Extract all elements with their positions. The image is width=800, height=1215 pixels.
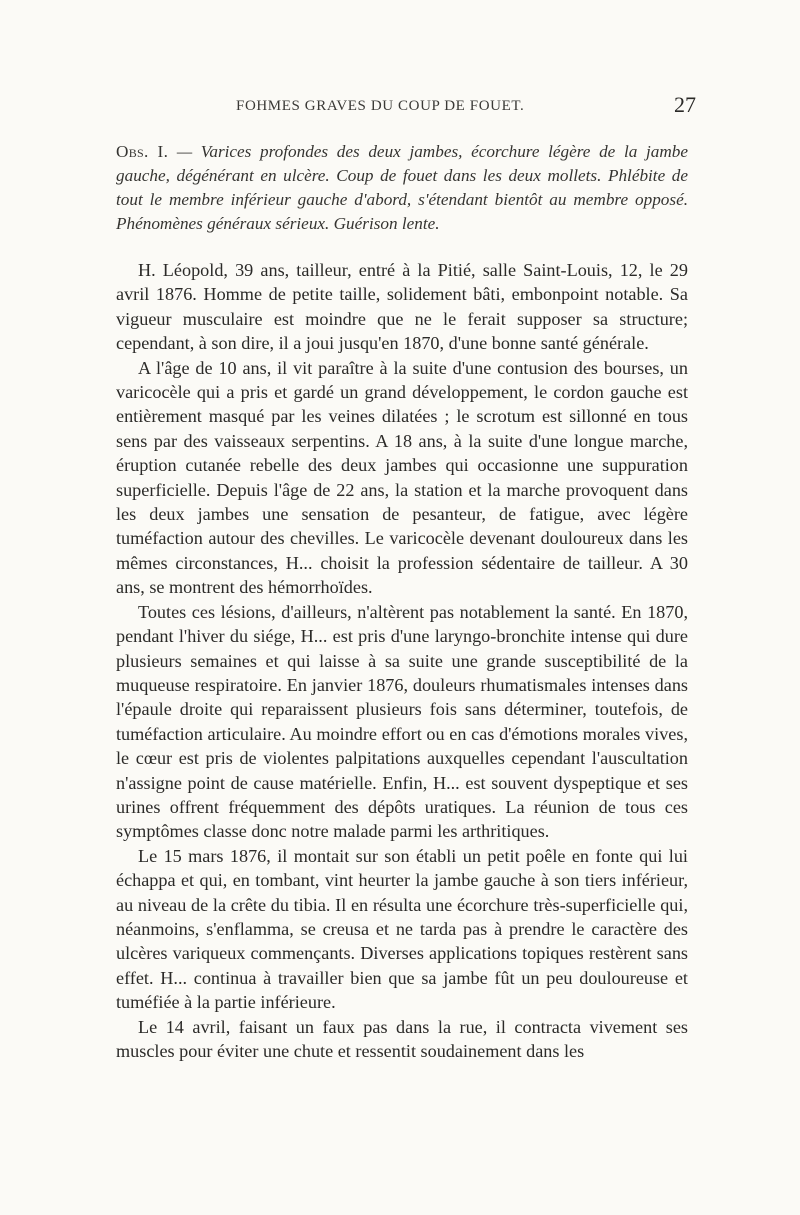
running-head xyxy=(116,92,696,126)
paragraph-history: A l'âge de 10 ans, il vit paraître à la suite d'une contusion des bourses, un varicocèle qui a pris et gardé un grand développement, le cordon gauche est entièrement masqué par les veines dilatées ; le scrotum est sillonné en tous sens par des vaisseaux serpentins. A 18 ans, à la suite d'une longue marche, éruption cutanée rebelle des deux jambes qui occasionne une suppuration superficielle. Depuis l'âge de 22 ans, la station et la marche provoquent dans les deux jambes une sensation de pesanteur, de fatigue, avec légère tuméfaction autour des chevilles. Le varicocèle devenant douloureux dans les mêmes circonstances, H... choisit la profession sédentaire de tailleur. A 30 ans, se montrent des hémorrhoïdes. xyxy=(116,357,688,598)
paragraph-lesions: Toutes ces lésions, d'ailleurs, n'altèrent pas notablement la santé. En 1870, pendant l'hiver du siége, H... est pris d'une laryngo-bronchite intense qui dure plusieurs semaines et qui laisse à sa suite une grande susceptibilité de la muqueuse respiratoire. En janvier 1876, douleurs rhumatismales intenses dans l'épaule droite qui reparaissent plusieurs fois sans déterminer, toutefois, de tuméfaction articulaire. Au moindre effort ou en cas d'émotions morales vives, le cœur est pris de violentes palpitations auxquelles cependant l'auscultation n'assigne point de cause matérielle. Enfin, H... est souvent dyspeptique et ses urines offrent fréquemment des dépôts uratiques. La réunion de tous ces symptômes classe donc notre malade parmi les arthritiques. xyxy=(116,601,688,842)
page-number: 27 xyxy=(674,92,696,117)
paragraph-patient-intro: H. Léopold, 39 ans, tailleur, entré à la Pitié, salle Saint-Louis, 12, le 29 avril 1876. Homme de petite taille, solidement bâti, embonpoint notable. Sa vigueur musculaire est moindre que ne le ferait supposer sa structure; cependant, à son dire, il a joui jusqu'en 1870, d'une bonne santé générale. xyxy=(116,260,688,354)
paragraph-april-14: Le 14 avril, faisant un faux pas dans la rue, il contracta vivement ses muscles pour éviter une chute et ressentit soudainement dans les xyxy=(116,1016,688,1061)
book-page xyxy=(116,92,696,1063)
observation-label: Obs. I. xyxy=(116,142,169,161)
body-text xyxy=(116,258,688,1063)
observation-summary-text: — Varices profondes des deux jambes, écorchure légère de la jambe gauche, dégénérant en ulcère. Coup de fouet dans les deux mollets. Phlébite de tout le membre inférieur gauche d'abord, s'étendant bientôt au membre opposé. Phénomènes généraux sérieux. Guérison lente. xyxy=(116,142,688,233)
paragraph-injury: Le 15 mars 1876, il montait sur son établi un petit poêle en fonte qui lui échappa et qui, en tombant, vint heurter la jambe gauche à son tiers inférieur, au niveau de la crête du tibia. Il en résulta une écorchure très-superficielle qui, néanmoins, s'enflamma, se creusa et ne tarda pas à prendre le caractère des ulcères variqueux commençants. Diverses applications topiques restèrent sans effet. H... continua à travailler bien que sa jambe fût un peu douloureuse et tuméfiée à la partie inférieure. xyxy=(116,845,688,1013)
observation-summary xyxy=(116,140,688,236)
running-title: FOHMES GRAVES DU COUP DE FOUET. xyxy=(236,98,525,114)
